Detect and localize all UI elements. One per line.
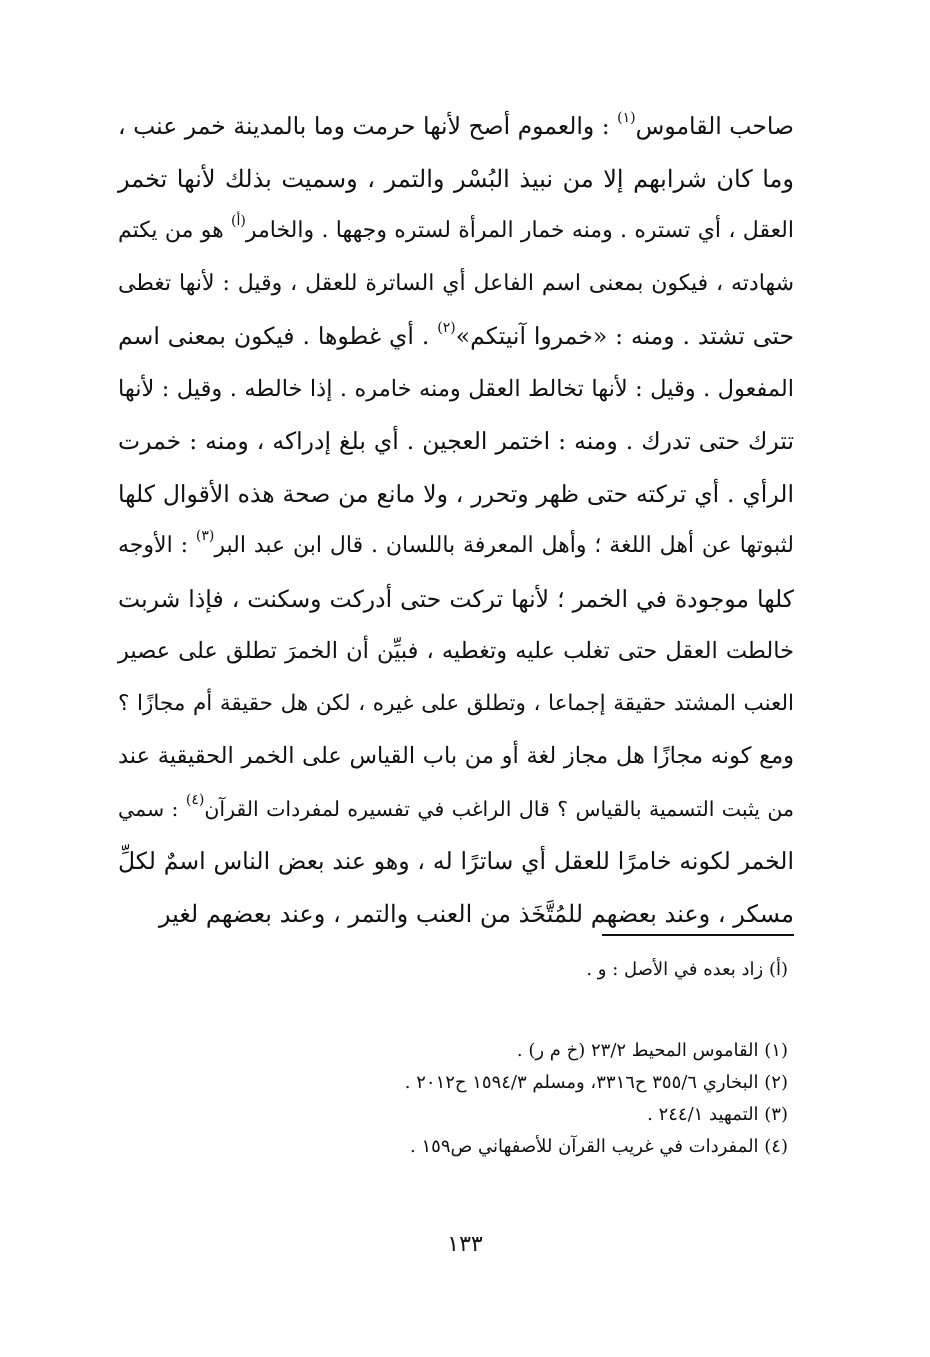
text-line: العقل ، أي تستره . ومنه خمار المرأة لستره وجهها . والخامر$^{(أ)}$ هو من يكتم [118,213,795,243]
main-text [118,100,794,940]
footnote-separator [602,934,794,936]
text-line: مسكر ، وعند بعضهم للمُتَّخَذ من العنب والتمر ، وعند بعضهم لغير [158,899,794,928]
footnote-2: (٢) البخاري ٣٥٥/٦ ح٣٣١٦، ومسلم ١٥٩٤/٣ ح٢٠١٢ . [404,1072,788,1093]
text-line: كلها موجودة في الخمر ؛ لأنها تركت حتى أدركت وسكنت ، فإذا شربت [118,584,794,613]
footnote-1: (١) القاموس المحيط ٢٣/٢ (خ م ر) . [516,1040,788,1061]
text-line: ومع كونه مجازًا هل مجاز لغة أو من باب القياس على الخمر الحقيقية عند [118,743,794,769]
text-line: من يثبت التسمية بالقياس ؟ قال الراغب في تفسيره لمفردات القرآن$^{(٤)}$ : سمي [118,791,794,821]
text-line: تترك حتى تدرك . ومنه : اختمر العجين . أي بلغ إدراكه ، ومنه : خمرت [118,427,794,455]
variant-notes [148,950,788,990]
text-line: شهادته ، فيكون بمعنى اسم الفاعل أي الساترة للعقل ، وقيل : لأنها تغطى [118,270,794,296]
text-line: حتى تشتد . ومنه : «خمروا آنيتكم»$^{(٢)}$ . أي غطوها . فيكون بمعنى اسم [118,320,794,350]
text-line: وما كان شرابهم إلا من نبيذ البُسْر والتمر ، وسميت بذلك لأنها تخمر [118,164,794,193]
text-line: لثبوتها عن أهل اللغة ؛ وأهل المعرفة باللسان . قال ابن عبد البر$^{(٣)}$ : الأوجه [118,528,795,558]
text-line: الخمر لكونه خامرًا للعقل أي ساترًا له ، وهو عند بعض الناس اسمٌ لكلِّ [118,847,794,875]
footnote-3: (٣) التمهيد ٢٤٤/١ . [647,1104,788,1125]
footnote-marker[interactable]: (٢) [437,320,456,336]
variant-note: (أ) زاد بعده في الأصل : و . [586,959,788,980]
footnote-4: (٤) المفردات في غريب القرآن للأصفهاني ص١٥٩ . [410,1136,788,1157]
text-line: خالطت العقل حتى تغلب عليه وتغطيه ، فبيِّن أن الخمرَ تطلق على عصير [118,638,794,664]
page-number: ١٣٣ [447,1232,483,1257]
footnote-marker[interactable]: (٤) [185,791,205,808]
footnotes [148,1035,788,1163]
footnote-marker[interactable]: (١) [617,110,636,126]
footnote-marker[interactable]: (أ) [231,213,246,229]
text-line: المفعول . وقيل : لأنها تخالط العقل ومنه خامره . إذا خالطه . وقيل : لأنها [118,375,794,402]
text-line: الرأي . أي تركته حتى ظهر وتحرر ، ولا مانع من صحة هذه الأقوال كلها [118,479,794,508]
footnote-marker[interactable]: (٣) [195,528,215,544]
text-line: العنب المشتد حقيقة إجماعا ، وتطلق على غيره ، لكن هل حقيقة أم مجازًا ؟ [118,690,794,716]
text-line: صاحب القاموس$^{(١)}$ : والعموم أصح لأنها حرمت وما بالمدينة خمر عنب ، [118,110,794,140]
